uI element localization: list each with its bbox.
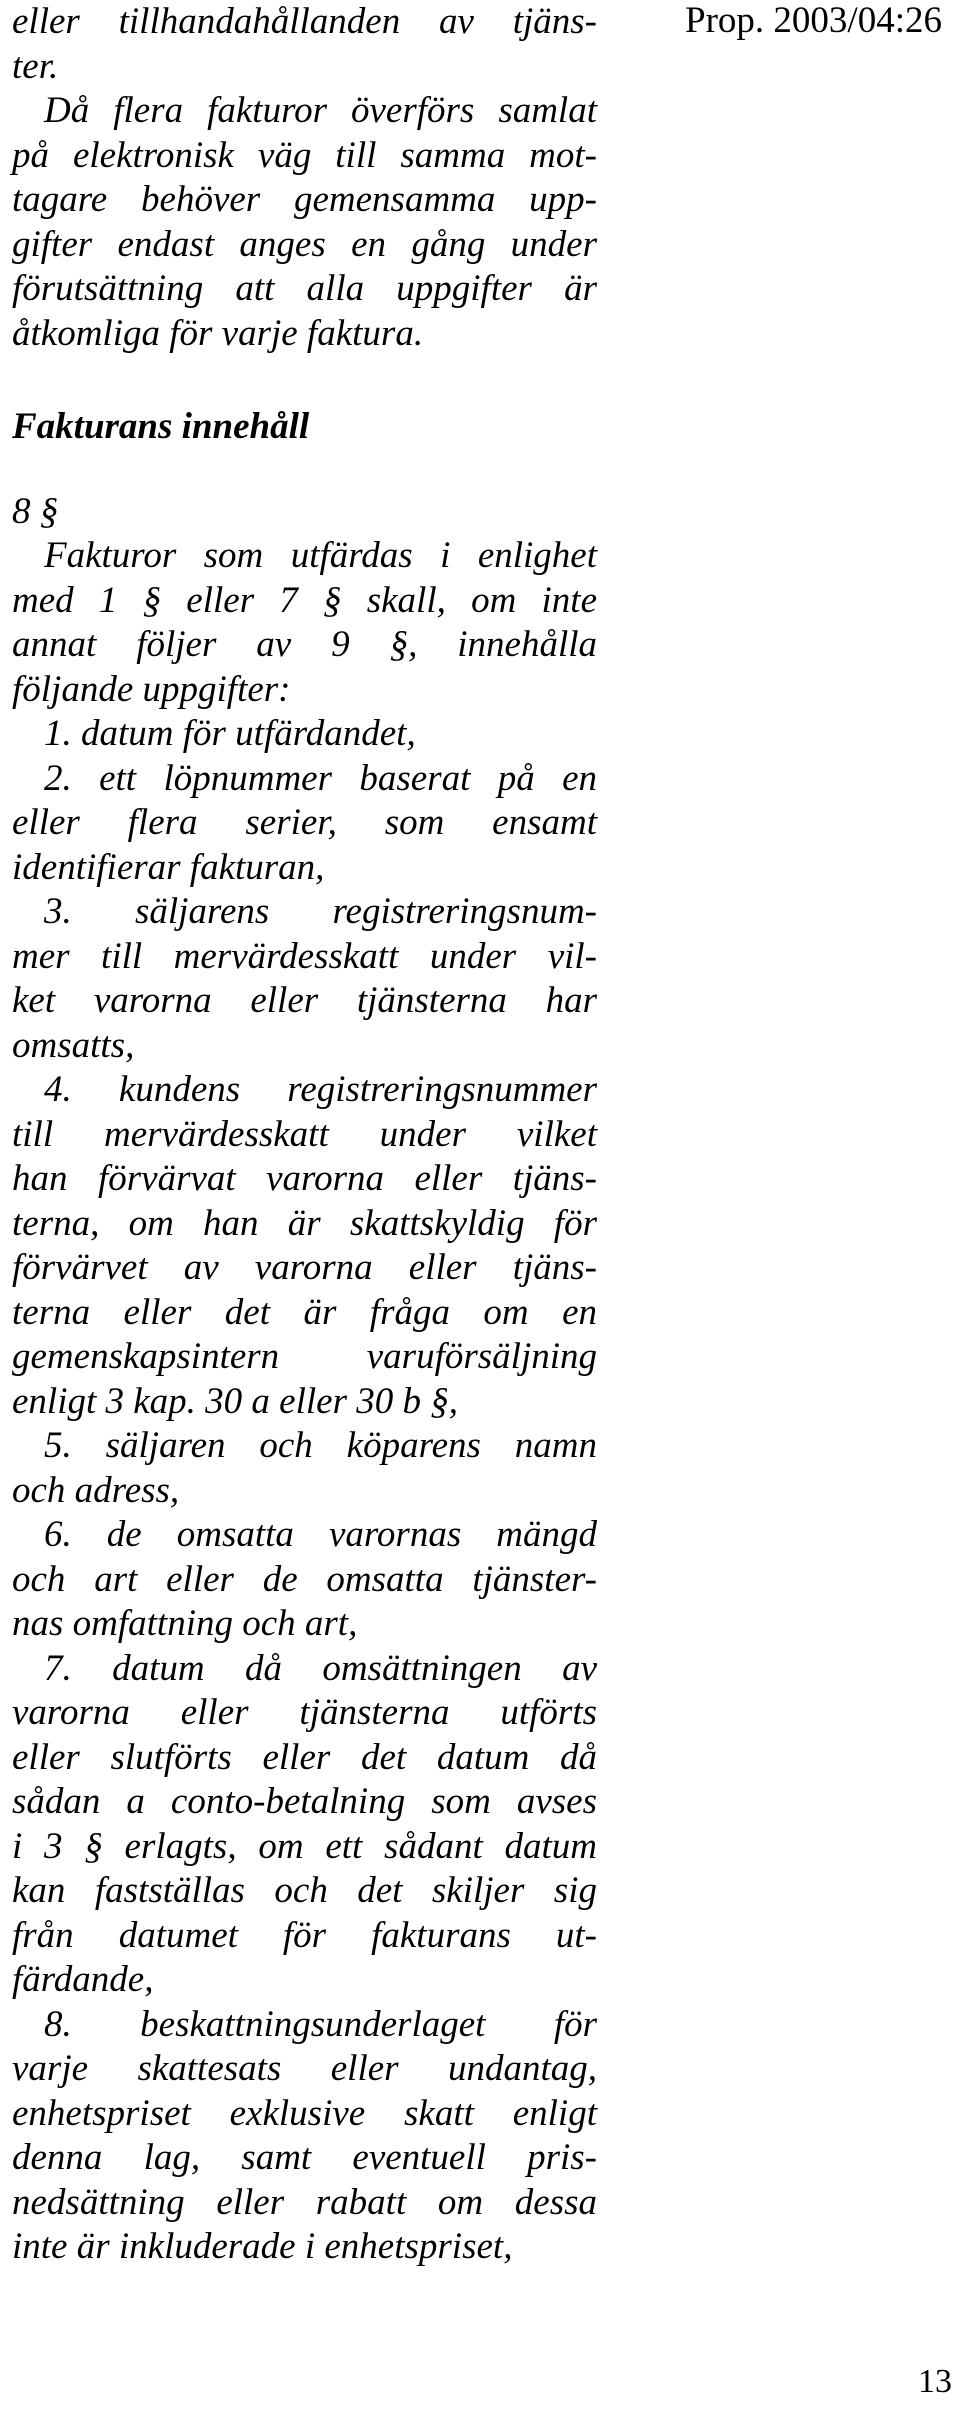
- text-line: med 1 § eller 7 § skall, om inte: [12, 579, 597, 621]
- text-line: på elektronisk väg till samma mot-: [12, 134, 597, 176]
- section-heading: Fakturans innehåll: [12, 406, 310, 447]
- list-item: [12, 712, 597, 757]
- paragraph-continued: [12, 0, 597, 89]
- text-line: nedsättning eller rabatt om dessa: [12, 2181, 597, 2223]
- text-line: 2. ett löpnummer baserat på en: [44, 757, 597, 799]
- text-line: 8. beskattningsunderlaget för: [44, 2003, 597, 2045]
- text-line: ket varorna eller tjänsterna har: [12, 980, 597, 1021]
- text-line: och art eller de omsatta tjänster-: [12, 1558, 597, 1600]
- text-line: tagare behöver gemensamma upp-: [12, 179, 597, 220]
- list-item: [12, 1068, 597, 1424]
- text-line: mer till mervärdesskatt under vil-: [12, 935, 597, 977]
- list-item: [12, 1647, 597, 2003]
- text-line: kan fastställas och det skiljer sig: [12, 1870, 597, 1911]
- list-item: [12, 890, 597, 1068]
- text-line: åtkomliga för varje faktura.: [12, 312, 424, 354]
- paragraph-bulk-invoices: [12, 89, 597, 356]
- text-line: 1. datum för utfärdandet,: [44, 713, 416, 754]
- text-line: förvärvet av varorna eller tjäns-: [12, 1247, 597, 1288]
- page-number: 13: [918, 2363, 952, 2400]
- text-line: till mervärdesskatt under vilket: [12, 1113, 597, 1155]
- list-item: [12, 757, 597, 891]
- text-line: terna, om han är skattskyldig för: [12, 1202, 597, 1244]
- text-line: i 3 § erlagts, om ett sådant datum: [12, 1825, 597, 1867]
- text-line: 3. säljarens registreringsnum-: [44, 891, 597, 932]
- text-line: 4. kundens registreringsnummer: [44, 1069, 597, 1110]
- text-line: eller flera serier, som ensamt: [12, 802, 597, 843]
- text-line: enhetspriset exklusive skatt enligt: [12, 2092, 597, 2134]
- text-line: nas omfattning och art,: [12, 1603, 358, 1644]
- text-line: gifter endast anges en gång under: [12, 223, 597, 265]
- text-line: sådan a conto-betalning som avses: [12, 1781, 597, 1822]
- text-line: eller tillhandahållanden av tjäns-: [12, 1, 597, 42]
- text-line: 7. datum då omsättningen av: [44, 1647, 597, 1689]
- text-line: denna lag, samt eventuell pris-: [12, 2137, 597, 2178]
- text-line: terna eller det är fråga om en: [12, 1291, 597, 1333]
- text-line: och adress,: [12, 1469, 180, 1511]
- proposition-reference: Prop. 2003/04:26: [685, 0, 942, 41]
- document-body: [12, 0, 597, 2270]
- text-line: 5. säljaren och köparens namn: [44, 1425, 597, 1466]
- text-line: omsatts,: [12, 1024, 135, 1066]
- text-line: gemenskapsintern varuförsäljning: [12, 1336, 597, 1377]
- list-item: [12, 2003, 597, 2270]
- text-line: följande uppgifter:: [12, 668, 291, 710]
- text-line: Då flera fakturor överförs samlat: [44, 90, 597, 131]
- text-line: förutsättning att alla uppgifter är: [12, 268, 597, 309]
- text-line: varje skattesats eller undantag,: [12, 2048, 597, 2089]
- list-item: [12, 1513, 597, 1647]
- text-line: Fakturor som utfärdas i enlighet: [44, 535, 597, 576]
- section-intro: [12, 534, 597, 712]
- text-line: 6. de omsatta varornas mängd: [44, 1514, 597, 1555]
- text-line: ter.: [12, 45, 59, 87]
- text-line: varorna eller tjänsterna utförts: [12, 1692, 597, 1733]
- text-line: eller slutförts eller det datum då: [12, 1736, 597, 1778]
- text-line: färdande,: [12, 1959, 154, 2000]
- text-line: han förvärvat varorna eller tjäns-: [12, 1158, 597, 1199]
- text-line: enligt 3 kap. 30 a eller 30 b §,: [12, 1380, 458, 1422]
- list-item: [12, 1424, 597, 1513]
- text-line: identifierar fakturan,: [12, 846, 325, 888]
- section-number: 8 §: [12, 490, 59, 532]
- text-line: annat följer av 9 §, innehålla: [12, 624, 597, 665]
- text-line: från datumet för fakturans ut-: [12, 1914, 597, 1956]
- text-line: inte är inkluderade i enhetspriset,: [12, 2226, 513, 2267]
